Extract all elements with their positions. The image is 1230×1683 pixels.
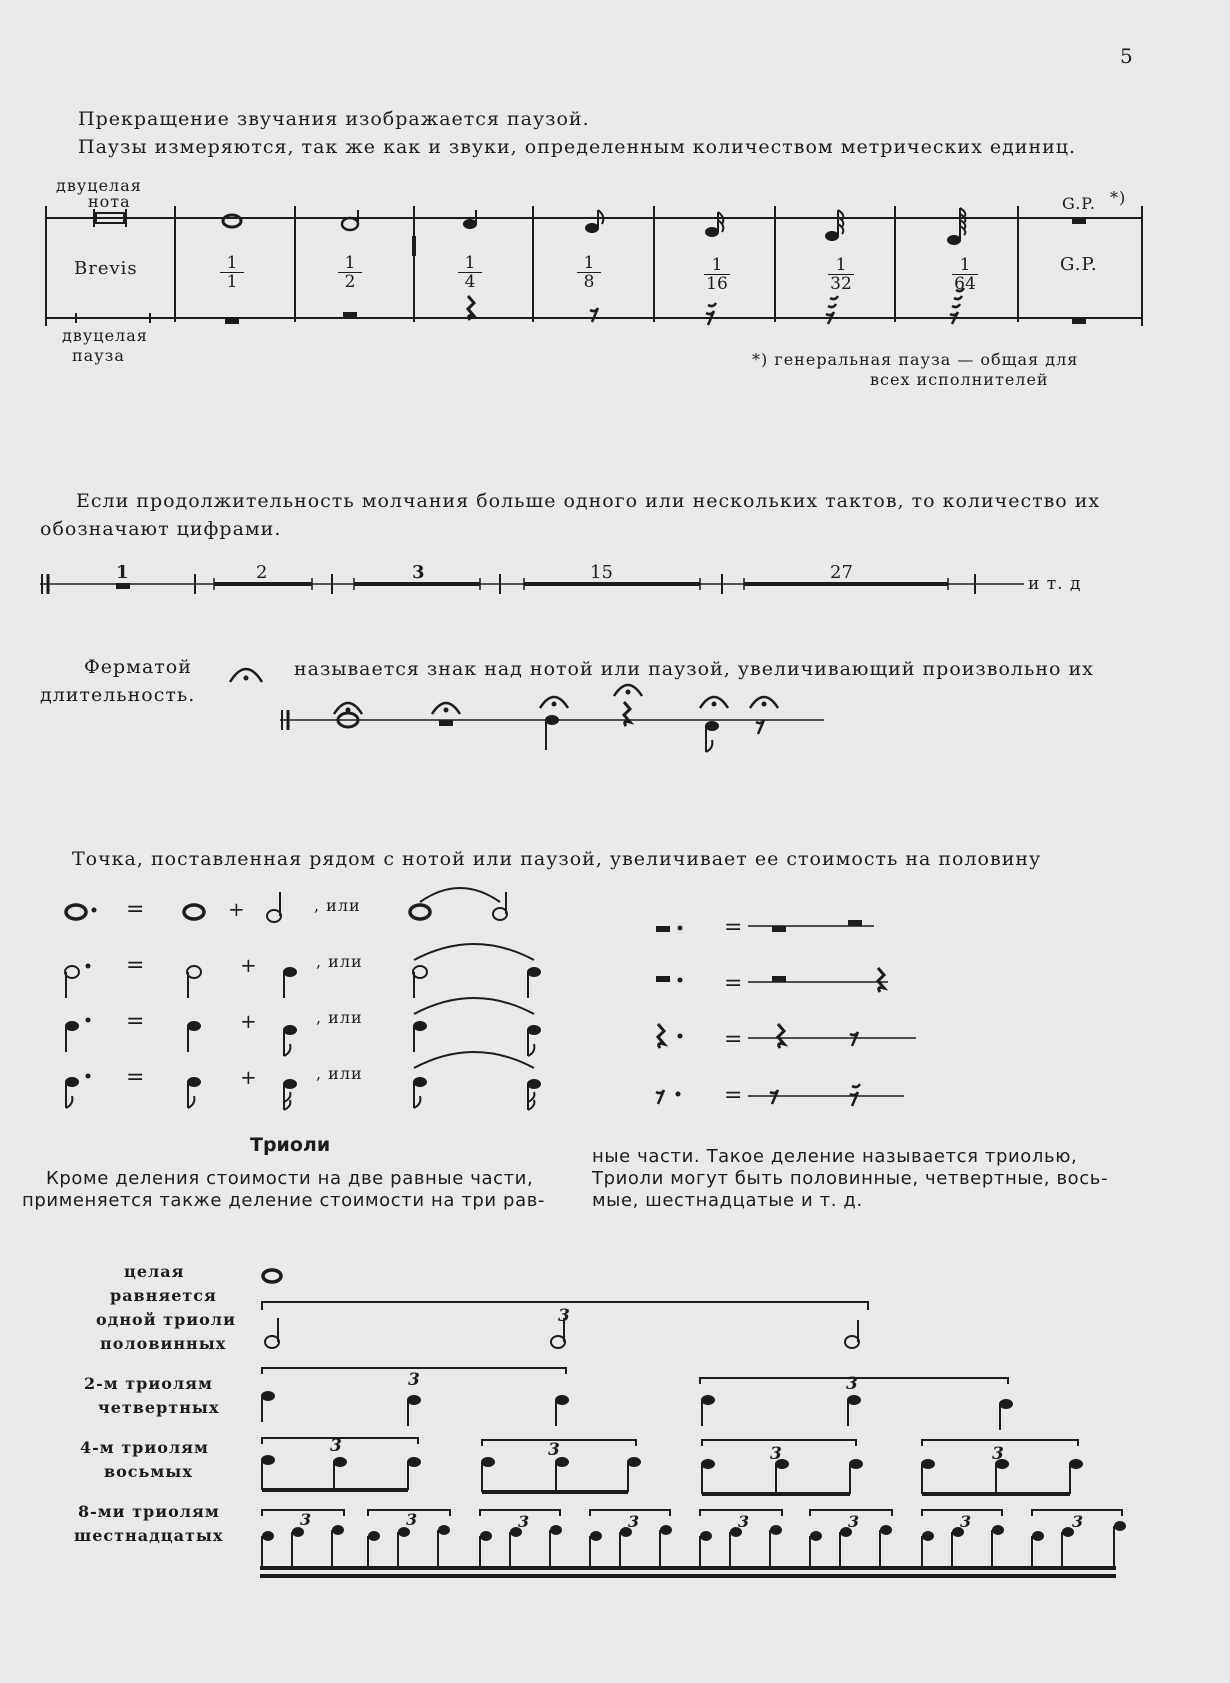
fraction-1-1: 1 1	[220, 254, 244, 291]
measure-count-1: 1	[116, 562, 129, 583]
fraction-1-16: 1 16	[704, 256, 730, 293]
page-number: 5	[1120, 44, 1134, 68]
quarter-rest-symbol	[468, 296, 474, 320]
fermata-text-left-1: Ферматой	[84, 656, 192, 678]
fermata-text-left-2: длительность.	[40, 684, 196, 706]
fraction-1-4: 1 4	[458, 254, 482, 291]
triplet-number-16th-7: 3	[960, 1512, 972, 1531]
triplet-number-16th-8: 3	[1072, 1512, 1084, 1531]
thirty-second-rest-symbol	[826, 296, 838, 324]
sixteenth-rest-symbol	[706, 303, 716, 325]
triplets-right-1: ные части. Такое деление называется триолью,	[592, 1146, 1078, 1167]
whole-rest-symbol	[225, 318, 239, 324]
sixty-fourth-note-symbol	[947, 235, 961, 245]
gp-footnote-mark: *)	[1110, 188, 1127, 207]
fermata-text-right: называется знак над нотой или паузой, увеличивающий произвольно их	[294, 658, 1094, 680]
svg-text:=: =	[724, 1027, 743, 1052]
or-label-3: , или	[316, 1008, 363, 1027]
gp-rest-top	[1072, 218, 1086, 224]
eighth-note-symbol	[585, 223, 599, 233]
label-double-whole-note-1: двуцелая	[56, 176, 142, 195]
triplet-number-16th-3: 3	[518, 1512, 530, 1531]
half-note-symbol	[342, 218, 358, 230]
svg-text:=: =	[724, 1083, 743, 1108]
multi-rest-text-2: обозначают цифрами.	[40, 518, 282, 540]
triplet-number-eighth-2: 3	[548, 1440, 560, 1460]
triplet-number-eighth-4: 3	[992, 1444, 1004, 1464]
row-label-sixteenths-2: шестнадцатых	[74, 1526, 224, 1545]
triplet-number-16th-5: 3	[738, 1512, 750, 1531]
fraction-1-8: 1 8	[577, 254, 601, 291]
triplet-number-eighth-3: 3	[770, 1444, 782, 1464]
dot-text: Точка, поставленная рядом с нотой или паузой, увеличивает ее стоимость на половину	[72, 848, 1042, 870]
eighth-rest-symbol	[590, 308, 598, 322]
half-rest-symbol	[343, 312, 357, 318]
svg-text:=: =	[724, 915, 743, 940]
etc-label: и т. д	[1028, 574, 1082, 594]
fraction-1-64: 1 64	[952, 256, 978, 293]
row-label-eighths-1: 4-м триолям	[80, 1438, 209, 1457]
or-label-2: , или	[316, 952, 363, 971]
label-double-whole-rest-1: двуцелая	[62, 326, 148, 345]
gp-top-label: G.P.	[1062, 194, 1096, 213]
intro-line-1: Прекращение звучания изображается паузой.	[78, 108, 590, 130]
triplets-right-2: Триоли могут быть половинные, четвертные, вось-	[592, 1168, 1109, 1189]
svg-text:=: =	[724, 971, 743, 996]
measure-count-2: 2	[256, 562, 268, 583]
footnote-line-1: *) генеральная пауза — общая для	[752, 350, 1079, 369]
row-label-quarters-1: 2-м триолям	[84, 1374, 213, 1393]
triplet-number-16th-6: 3	[848, 1512, 860, 1531]
svg-text:=: =	[126, 1009, 145, 1034]
triplet-examples	[0, 1250, 1230, 1670]
row-label-whole-1: целая	[124, 1262, 185, 1281]
svg-text:+: +	[228, 897, 245, 921]
thirty-second-note-symbol	[825, 231, 839, 241]
svg-text:=: =	[126, 953, 145, 978]
fraction-1-2: 1 2	[338, 254, 362, 291]
triplets-right-3: мые, шестнадцатые и т. д.	[592, 1190, 863, 1211]
row-label-whole-2: равняется	[110, 1286, 217, 1305]
intro-line-2: Паузы измеряются, так же как и звуки, определенным количеством метрических единиц.	[78, 136, 1077, 158]
whole-note-symbol	[223, 215, 241, 227]
triplet-number-quarter-2: 3	[846, 1374, 858, 1394]
fermata-sign-icon	[230, 669, 262, 682]
triplets-heading: Триоли	[250, 1134, 331, 1156]
label-double-whole-note-2: нота	[88, 192, 131, 211]
dot-examples	[0, 880, 1230, 1120]
fermata-examples	[0, 640, 1230, 770]
triplet-number-16th-2: 3	[406, 1510, 418, 1529]
row-label-eighths-2: восьмых	[104, 1462, 193, 1481]
svg-text:+: +	[240, 1065, 257, 1089]
triplet-number-eighth-1: 3	[330, 1436, 342, 1456]
fraction-1-32: 1 32	[828, 256, 854, 293]
row-label-whole-3: одной триоли	[96, 1310, 236, 1329]
triplets-left-2: применяется также деление стоимости на три рав-	[22, 1190, 546, 1211]
triplet-number-quarter-1: 3	[408, 1370, 420, 1390]
label-double-whole-rest-2: пауза	[72, 346, 125, 365]
triplet-number-16th-1: 3	[300, 1510, 312, 1529]
measure-count-27: 27	[830, 562, 853, 583]
measure-count-3: 3	[412, 562, 425, 583]
triplets-left-1: Кроме деления стоимости на две равные части,	[46, 1168, 534, 1189]
triplet-number-16th-4: 3	[628, 1512, 640, 1531]
row-label-whole-4: половинных	[100, 1334, 227, 1353]
row-label-sixteenths-1: 8-ми триолям	[78, 1502, 220, 1521]
svg-text:+: +	[240, 953, 257, 977]
gp-middle-label: G.P.	[1060, 254, 1098, 275]
svg-text:=: =	[126, 1065, 145, 1090]
row-label-quarters-2: четвертных	[98, 1398, 220, 1417]
or-label-4: , или	[316, 1064, 363, 1083]
brevis-label: Brevis	[74, 258, 138, 279]
or-label-1: , или	[314, 896, 361, 915]
gp-rest-bottom	[1072, 318, 1086, 324]
sixteenth-note-symbol	[705, 227, 719, 237]
svg-text:+: +	[240, 1009, 257, 1033]
svg-text:=: =	[126, 897, 145, 922]
multi-rest-text-1: Если продолжительность молчания больше одного или нескольких тактов, то количество их	[76, 490, 1101, 512]
triplet-number-half: 3	[558, 1306, 570, 1326]
quarter-note-symbol	[463, 219, 477, 229]
footnote-line-2: всех исполнителей	[870, 370, 1049, 389]
measure-count-15: 15	[590, 562, 613, 583]
